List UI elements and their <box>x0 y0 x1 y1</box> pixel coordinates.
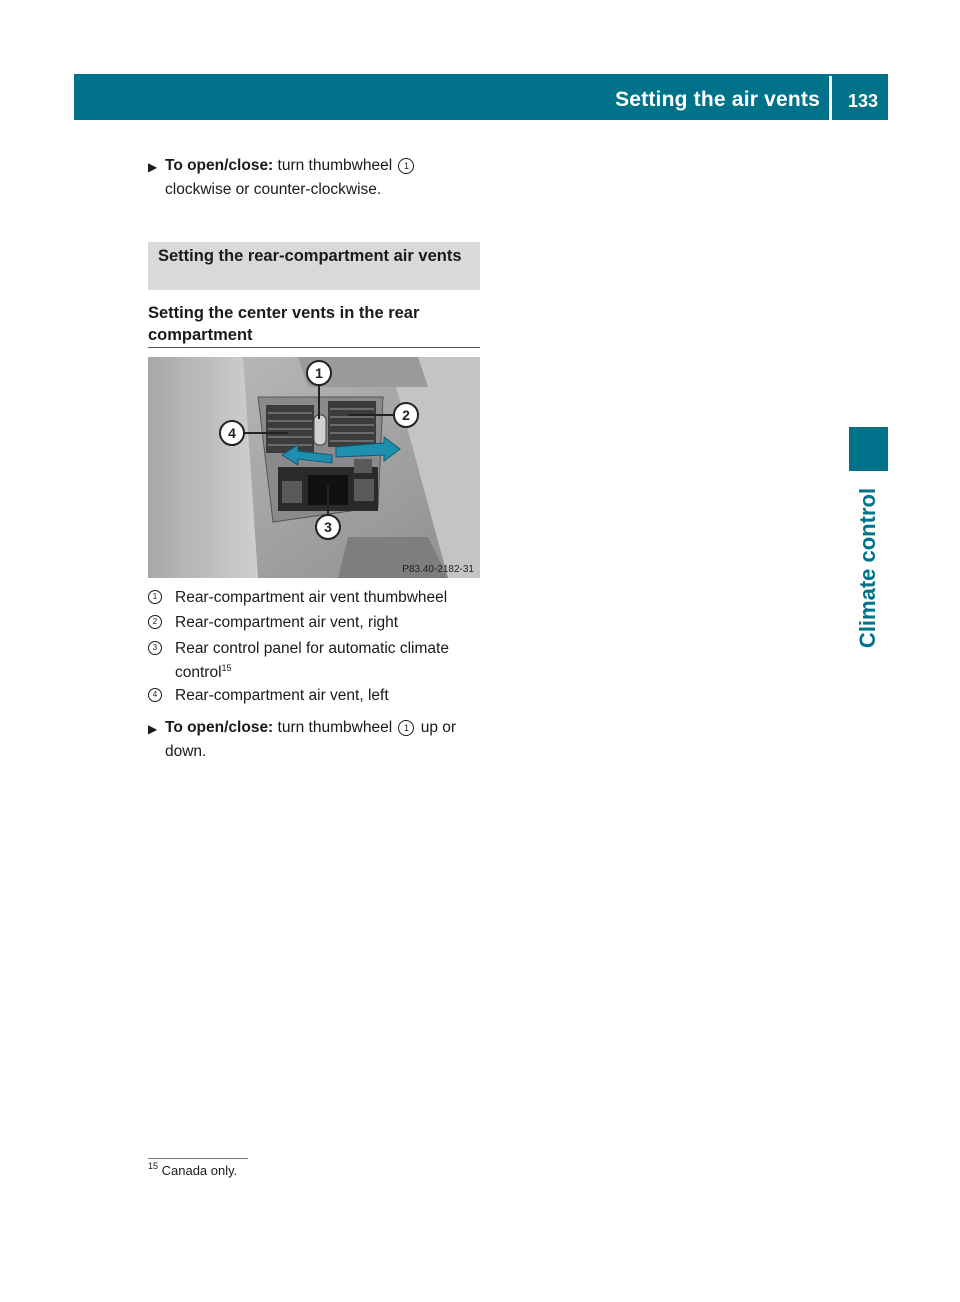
callout-3-label: 3 <box>324 519 332 535</box>
legend-item <box>148 684 484 708</box>
instruction-step <box>148 716 484 764</box>
legend-item <box>148 611 484 635</box>
legend-text: Rear-compartment air vent, left <box>175 687 389 704</box>
callout-ref-icon: 1 <box>398 158 414 174</box>
legend-text: Rear control panel for automatic climate control <box>175 640 449 681</box>
callout-4-label: 4 <box>228 425 236 441</box>
legend-number-icon: 4 <box>148 688 162 702</box>
section-heading-box <box>148 242 480 290</box>
legend-number-icon: 2 <box>148 615 162 629</box>
legend-item <box>148 586 484 610</box>
chapter-tab-marker <box>849 427 888 471</box>
subheading-rule <box>148 347 480 348</box>
figure-code: P83.40-2182-31 <box>402 564 474 575</box>
legend-number-icon: 1 <box>148 590 162 604</box>
callout-1-label: 1 <box>315 365 323 381</box>
vent-illustration-svg <box>148 357 480 578</box>
page-header <box>74 74 888 120</box>
legend-number-icon: 3 <box>148 641 162 655</box>
footnote <box>148 1163 237 1178</box>
page-number: 133 <box>847 91 878 111</box>
section-title: Setting the rear-compartment air vents <box>158 247 462 265</box>
step-label: To open/close: <box>165 157 274 174</box>
step-text: turn thumbwheel <box>273 719 397 736</box>
footnote-number: 15 <box>148 1161 159 1171</box>
step-text-continued: clockwise or counter-clockwise. <box>165 181 382 198</box>
callout-2-label: 2 <box>402 407 410 423</box>
subheading: Setting the center vents in the rear compartment <box>148 304 420 344</box>
footnote-text: Canada only. <box>158 1163 238 1178</box>
step-arrow-icon: ▶ <box>148 160 158 174</box>
vent-illustration <box>148 357 480 578</box>
header-title: Setting the air vents <box>615 88 820 111</box>
callout-ref-icon: 1 <box>398 720 414 736</box>
header-divider <box>829 76 832 120</box>
legend-text: Rear-compartment air vent thumbwheel <box>175 589 448 606</box>
step-arrow-icon: ▶ <box>148 722 158 736</box>
step-text-continued: up or down. <box>165 719 457 760</box>
chapter-label: Climate control <box>855 487 880 649</box>
instruction-step <box>148 154 484 202</box>
footnote-rule <box>148 1158 248 1159</box>
footnote-ref: 15 <box>221 663 232 673</box>
step-text: turn thumbwheel <box>273 157 397 174</box>
legend-text: Rear-compartment air vent, right <box>175 614 399 631</box>
step-label: To open/close: <box>165 719 274 736</box>
legend-item <box>148 637 484 685</box>
